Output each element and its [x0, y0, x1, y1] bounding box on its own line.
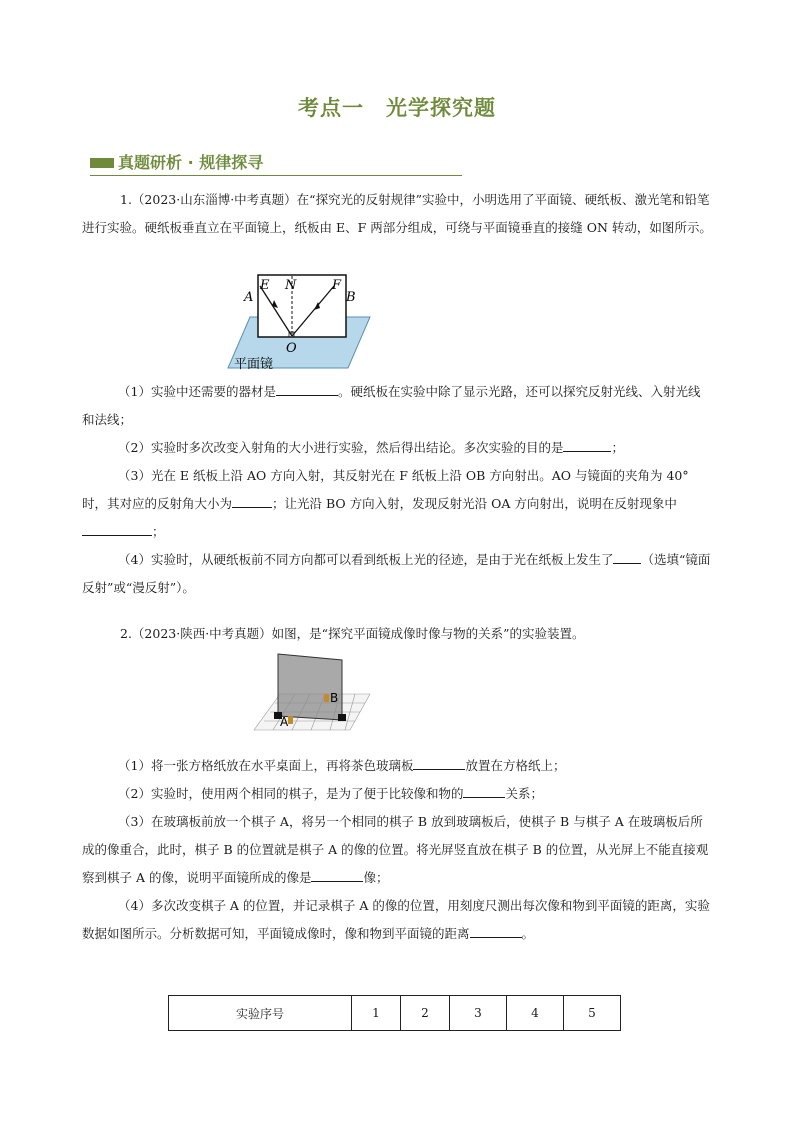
question-2-intro: 2.（2023·陕西·中考真题）如图，是“探究平面镜成像时像与物的关系”的实验装置。 [120, 626, 585, 641]
section-rule [90, 175, 462, 176]
label-b: B [330, 691, 339, 705]
table-row [169, 996, 621, 1031]
q2-part-4: （4）多次改变棋子 A 的位置，并记录棋子 A 的像的位置，用刻度尺测出每次像和物到平面镜的距离，实验数据如图所示。分析数据可知，平面镜成像时，像和物到平面镜的距离 。 [82, 898, 710, 941]
answer-blank [311, 867, 363, 882]
question-2-parts [82, 752, 712, 948]
question-1-intro: 1.（2023·山东淄博·中考真题）在“探究光的反射规律”实验中，小明选用了平面镜、硬纸板、激光笔和铅笔进行实验。硬纸板垂直立在平面镜上，纸板由 E、F 两部分组成，可绕与平面镜垂直的接缝 ON 转动，如图所示。 [82, 192, 712, 235]
support-right [338, 714, 346, 721]
table-cell: 5 [564, 996, 621, 1031]
q2-part-2: （2）实验时，使用两个相同的棋子，是为了便于比较像和物的 关系； [82, 780, 712, 808]
table-cell: 2 [401, 996, 450, 1031]
answer-blank [563, 437, 611, 452]
label-e: E [260, 278, 270, 293]
q1-part-4: （4）实验时，从硬纸板前不同方向都可以看到纸板上光的径迹，是由于光在纸板上发生了 （选填“镜面反射”或“漫反射”）。 [82, 546, 712, 602]
label-n: N [285, 278, 297, 293]
answer-blank [82, 521, 152, 536]
answer-blank [470, 923, 522, 938]
label-mirror: 平面镜 [234, 357, 274, 372]
answer-blank [232, 493, 272, 508]
table-cell: 3 [450, 996, 507, 1031]
plane-mirror-figure [250, 650, 380, 732]
reflection-figure [222, 270, 382, 374]
q2-part-3: （3）在玻璃板前放一个棋子 A，将另一个相同的棋子 B 放到玻璃板后，使棋子 B 与棋子 A 在玻璃板后所成的像重合，此时，棋子 B 的位置就是棋子 A 的像的位置。将光屏竖直放在棋子 B 的位置，从光屏上不能直接观察到棋子 A 的像，说明平面镜所成的像是 像； [82, 814, 709, 885]
label-o: O [286, 341, 297, 356]
table-cell: 1 [352, 996, 401, 1031]
chess-piece-b [324, 694, 329, 702]
table-cell: 4 [507, 996, 564, 1031]
table-header-cell: 实验序号 [169, 996, 352, 1031]
q1-part-1: （1）实验中还需要的器材是 。硬纸板在实验中除了显示光路，还可以探究反射光线、入射光线和法线； [82, 378, 712, 434]
answer-blank [276, 381, 338, 396]
section-heading-text: 真题研析 · 规律探寻 [118, 153, 264, 172]
label-a: A [244, 290, 254, 305]
section-marker [90, 158, 114, 168]
data-table [168, 995, 621, 1031]
q1-part-2: （2）实验时多次改变入射角的大小进行实验，然后得出结论。多次实验的目的是 ； [82, 434, 712, 462]
question-1-parts [82, 378, 712, 602]
label-b: B [346, 290, 356, 305]
chess-piece-a [288, 716, 293, 724]
answer-blank [463, 783, 505, 798]
label-f: F [332, 278, 342, 293]
answer-blank [613, 549, 641, 564]
q2-part-1: （1）将一张方格纸放在水平桌面上，再将茶色玻璃板 放置在方格纸上； [82, 752, 712, 780]
label-a: A [280, 715, 289, 729]
page-title: 考点一 光学探究题 [298, 96, 496, 120]
glass-plate [278, 654, 342, 720]
answer-blank [413, 755, 465, 770]
section-heading [90, 150, 462, 176]
q1-part-3: （3）光在 E 纸板上沿 AO 方向入射，其反射光在 F 纸板上沿 OB 方向射出。AO 与镜面的夹角为 40° 时，其对应的反射角大小为 ；让光沿 BO 方向入射，发现反射光沿 OA 方向射出，说明在反射现象中； [82, 468, 689, 539]
